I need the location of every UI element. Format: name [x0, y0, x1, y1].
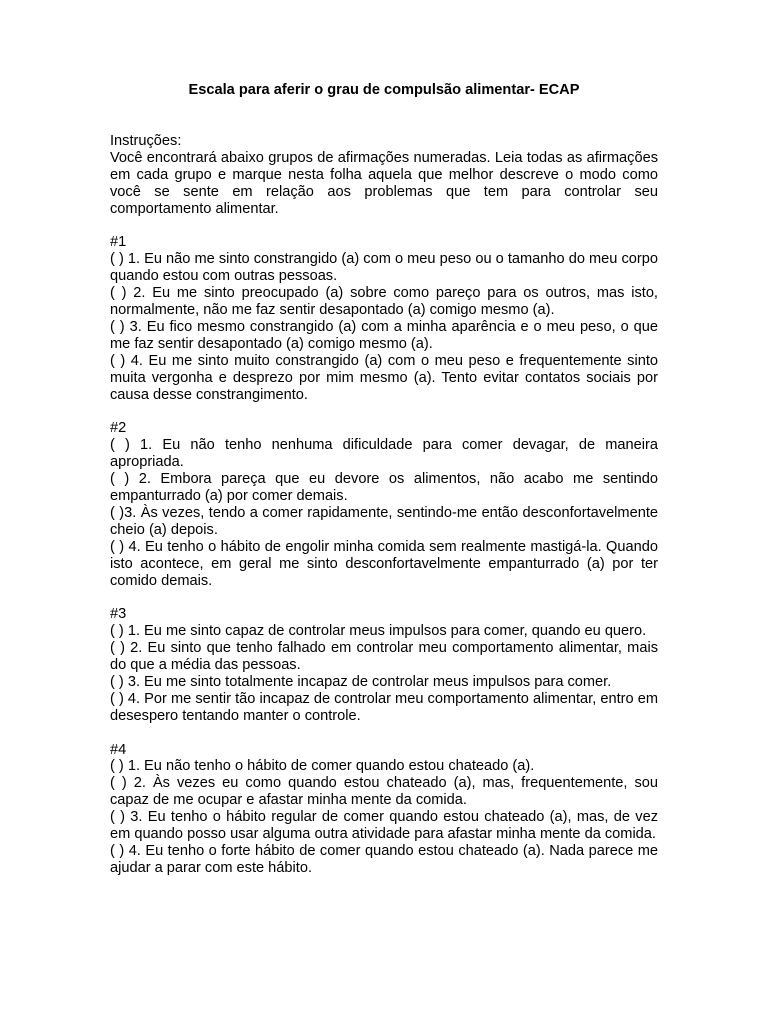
instructions-heading: Instruções:: [110, 133, 182, 149]
answer-option: ( ) 2. Eu me sinto preocupado (a) sobre como pareço para os outros, mas isto, normalmente, não me faz sentir desapontado (a) comigo mesmo (a).: [110, 285, 658, 319]
instructions-text: Você encontrará abaixo grupos de afirmações numeradas. Leia todas as afirmações em cada grupo e marque nesta folha aquela que melhor descreve o modo como você se sente em relação aos problemas que tem para controlar seu comportamento alimentar.: [110, 149, 658, 217]
question-group-heading: #1: [110, 234, 127, 251]
answer-option: ( ) 1. Eu não tenho o hábito de comer quando estou chateado (a).: [110, 758, 535, 775]
answer-option: ( ) 2. Embora pareça que eu devore os alimentos, não acabo me sentindo empanturrado (a) por comer demais.: [110, 471, 658, 504]
question-group-heading: #2: [110, 420, 127, 437]
answer-option: ( ) 1. Eu me sinto capaz de controlar meus impulsos para comer, quando eu quero.: [110, 623, 647, 640]
answer-option: ( )3. Às vezes, tendo a comer rapidamente, sentindo-me então desconfortavelmente cheio (a) depois.: [110, 504, 658, 538]
document-title: Escala para aferir o grau de compulsão alimentar- ECAP: [188, 82, 580, 98]
answer-option: ( ) 4. Eu me sinto muito constrangido (a) com o meu peso e frequentemente sinto muita vergonha e desprezo por mim mesmo (a). Tento evitar contatos sociais por causa desse constrangimento.: [110, 352, 658, 403]
question-group-4: [110, 742, 658, 877]
question-group-heading: #4: [110, 741, 127, 758]
answer-option: ( ) 3. Eu fico mesmo constrangido (a) com a minha aparência e o meu peso, o que me faz sentir desapontado (a) comigo mesmo (a).: [110, 318, 658, 352]
answer-option: ( ) 4. Eu tenho o hábito de engolir minha comida sem realmente mastigá-la. Quando isto acontece, em geral me sinto desconfortavelmente empanturrado (a) por ter comido demais.: [110, 538, 658, 589]
answer-option: ( ) 3. Eu tenho o hábito regular de comer quando estou chateado (a), mas, de vez em quando posso usar alguma outra atividade para afastar minha mente da comida.: [110, 809, 658, 843]
question-group-heading: #3: [110, 606, 127, 623]
answer-option: ( ) 3. Eu me sinto totalmente incapaz de controlar meus impulsos para comer.: [110, 673, 612, 690]
answer-option: ( ) 1. Eu não me sinto constrangido (a) com o meu peso ou o tamanho do meu corpo quando estou com outras pessoas.: [110, 251, 658, 285]
question-group-3: [110, 606, 658, 724]
answer-option: ( ) 4. Por me sentir tão incapaz de controlar meu comportamento alimentar, entro em desespero tentando manter o controle.: [110, 690, 658, 724]
answer-option: ( ) 4. Eu tenho o forte hábito de comer quando estou chateado (a). Nada parece me ajudar a parar com este hábito.: [110, 843, 658, 876]
document-page: [110, 82, 658, 877]
answer-option: ( ) 1. Eu não tenho nenhuma dificuldade para comer devagar, de maneira apropriada.: [110, 437, 658, 471]
answer-option: ( ) 2. Às vezes eu como quando estou chateado (a), mas, frequentemente, sou capaz de me ocupar e afastar minha mente da comida.: [110, 775, 658, 809]
question-group-2: [110, 420, 658, 589]
answer-option: ( ) 2. Eu sinto que tenho falhado em controlar meu comportamento alimentar, mais do que a média das pessoas.: [110, 640, 658, 674]
question-group-1: [110, 234, 658, 403]
